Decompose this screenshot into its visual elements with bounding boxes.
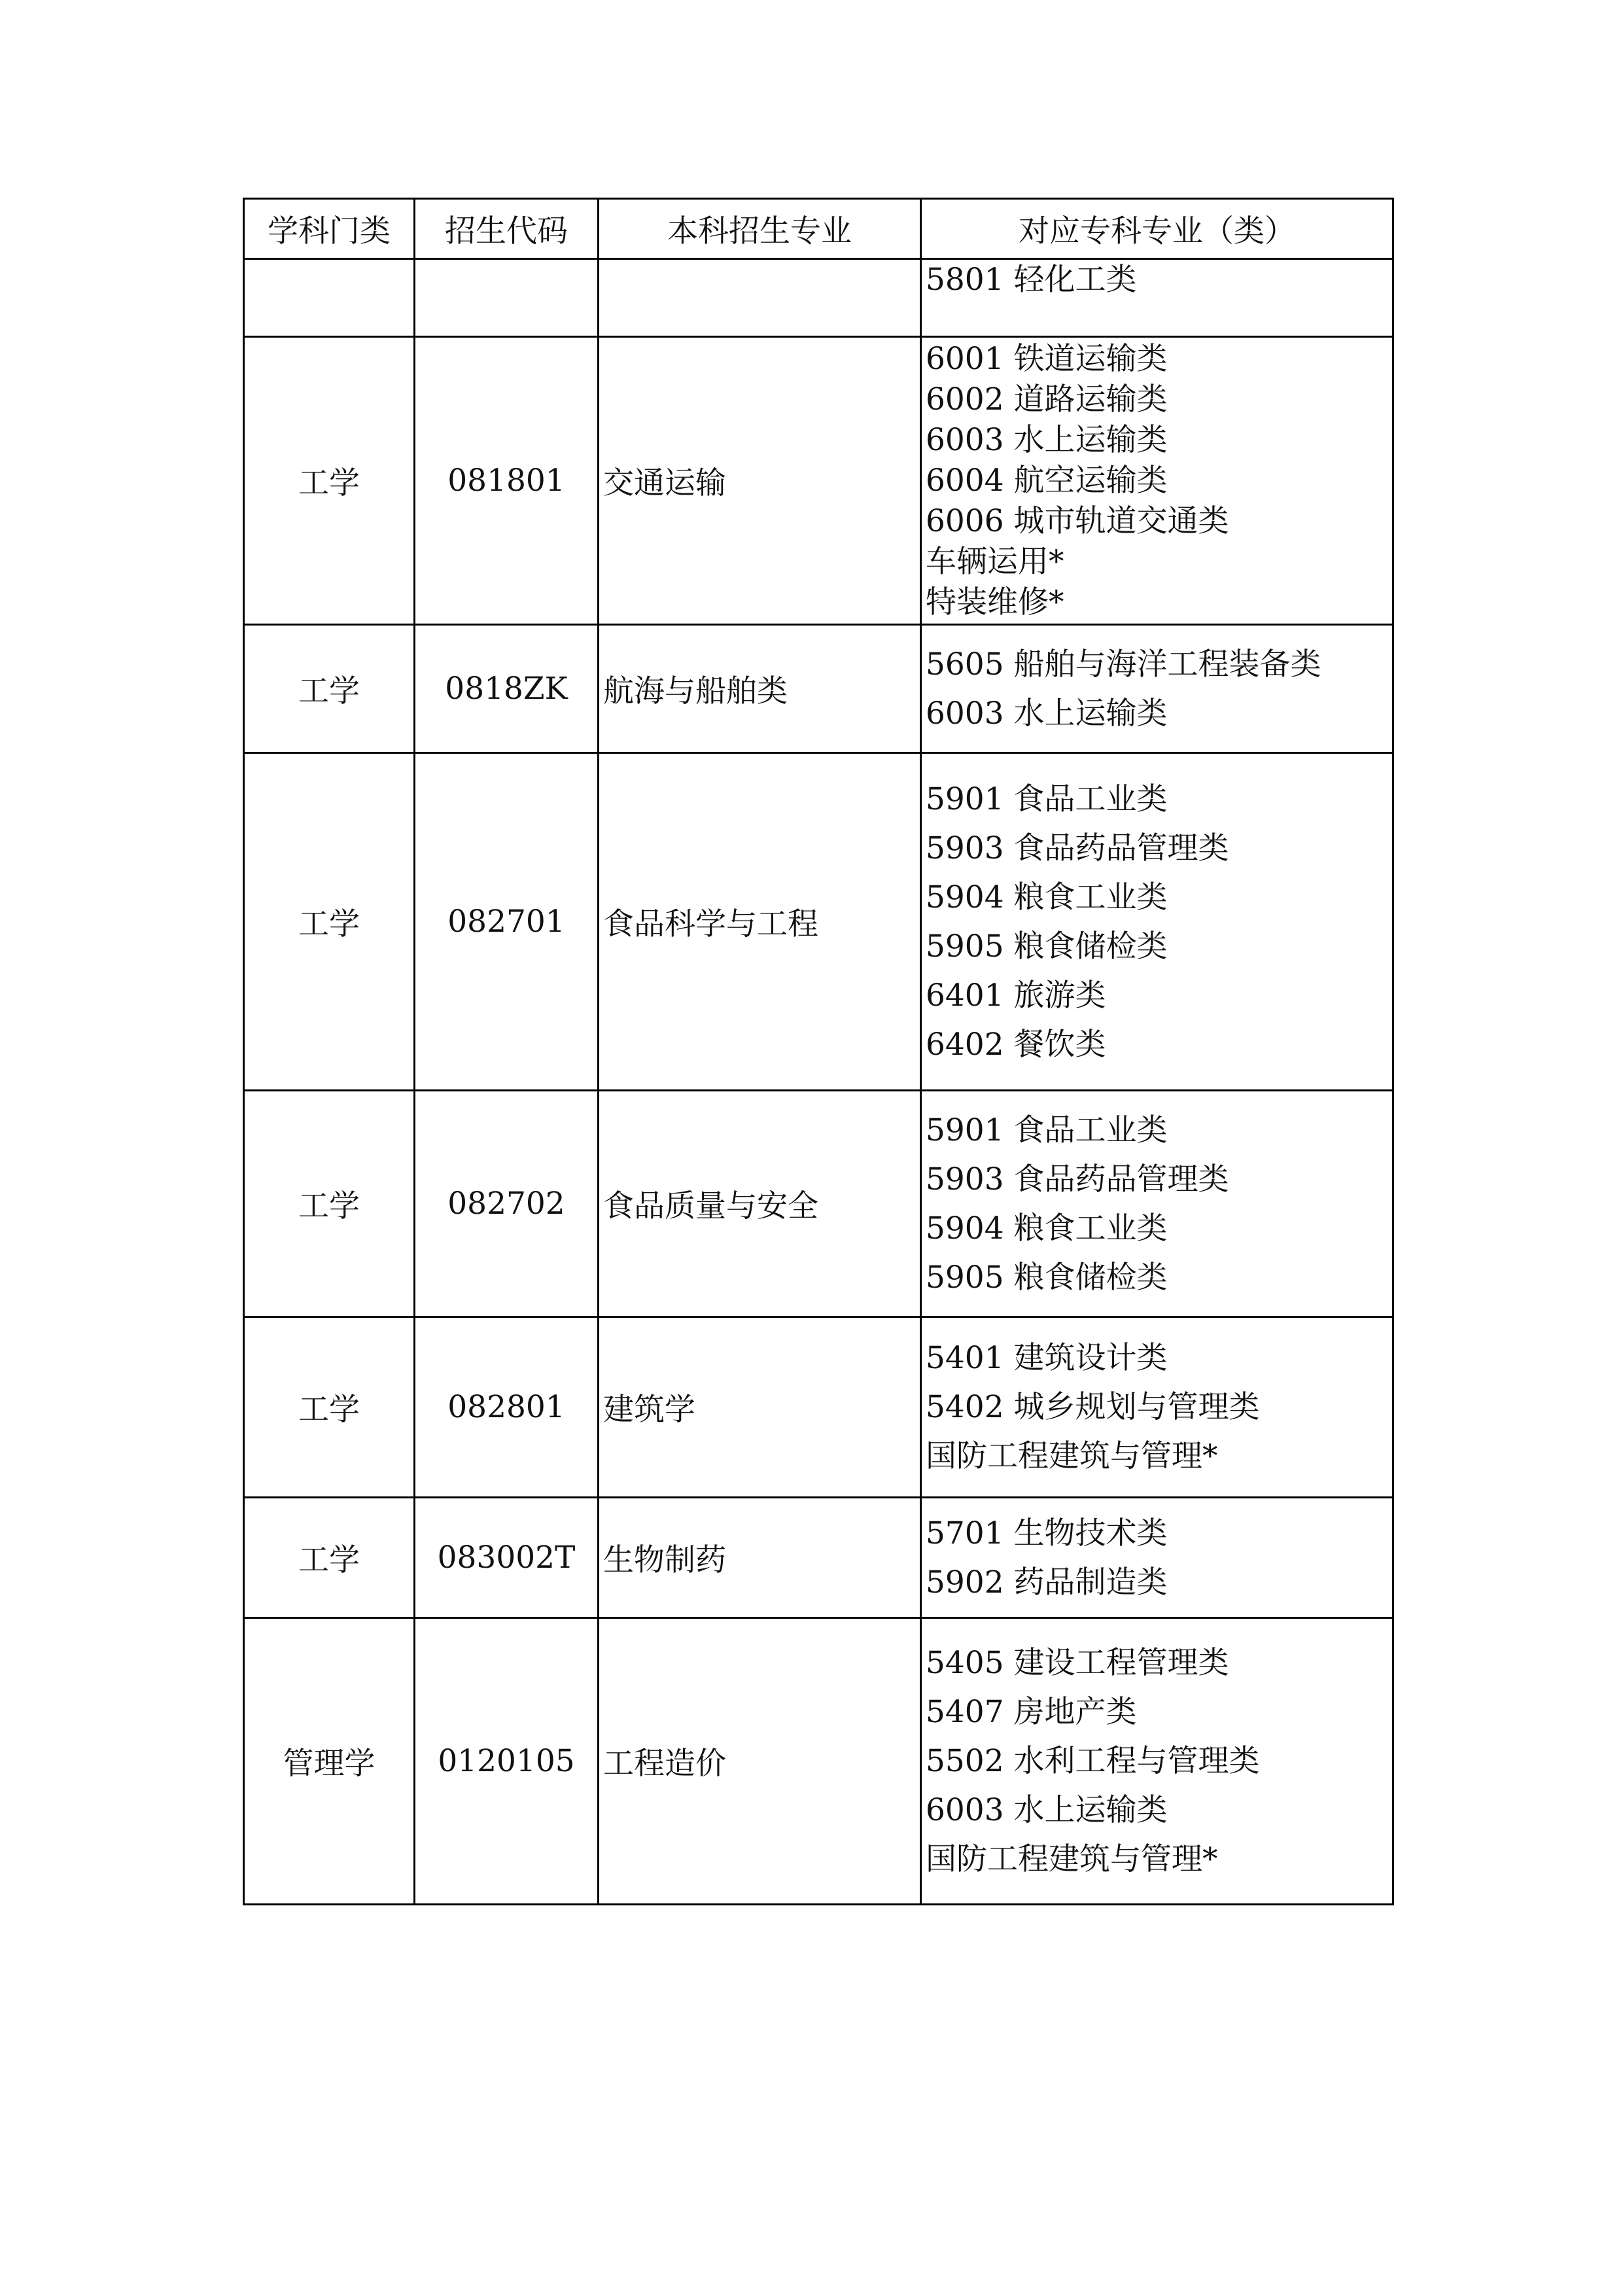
related-majors-cell [921, 1091, 1393, 1317]
code-cell: 083002T [415, 1498, 599, 1618]
code-cell: 081801 [415, 337, 599, 625]
table-row [244, 625, 1393, 753]
related-major-item: 5401 建筑设计类 [926, 1340, 1168, 1376]
category-cell: 工学 [244, 1317, 415, 1498]
major-cell: 食品科学与工程 [599, 753, 921, 1091]
related-major-item: 5902 药品制造类 [926, 1564, 1168, 1600]
code-cell: 082702 [415, 1091, 599, 1317]
related-major-item: 5701 生物技术类 [926, 1515, 1168, 1551]
related-major-item: 5502 水利工程与管理类 [926, 1743, 1260, 1779]
related-major-item: 5405 建设工程管理类 [926, 1645, 1229, 1681]
major-cell: 食品质量与安全 [599, 1091, 921, 1317]
related-major-item: 5901 食品工业类 [926, 1112, 1168, 1148]
category-cell: 工学 [244, 337, 415, 625]
related-major-item: 国防工程建筑与管理* [926, 1438, 1218, 1474]
related-major-item: 特装维修* [926, 584, 1064, 620]
related-major-item: 5407 房地产类 [926, 1694, 1137, 1730]
related-majors-cell [921, 625, 1393, 753]
related-major-item: 5904 粮食工业类 [926, 879, 1168, 915]
related-major-item: 6402 餐饮类 [926, 1026, 1106, 1063]
related-major-item: 5905 粮食储检类 [926, 1259, 1168, 1296]
category-cell: 工学 [244, 1091, 415, 1317]
related-majors-cell [921, 1317, 1393, 1498]
related-major-item: 6401 旅游类 [926, 977, 1106, 1014]
code-cell: 0818ZK [415, 625, 599, 753]
related-major-item: 6002 道路运输类 [926, 381, 1168, 417]
related-major-item: 5901 食品工业类 [926, 781, 1168, 817]
related-major-item: 车辆运用* [926, 543, 1064, 580]
related-major-item: 5605 船舶与海洋工程装备类 [926, 646, 1321, 682]
table-row [244, 1091, 1393, 1317]
table-row [244, 753, 1393, 1091]
code-cell: 082801 [415, 1317, 599, 1498]
table-row [244, 1498, 1393, 1618]
major-cell: 生物制药 [599, 1498, 921, 1618]
related-majors-cell [921, 753, 1393, 1091]
related-major-item: 5905 粮食储检类 [926, 928, 1168, 964]
related-major-item: 6004 航空运输类 [926, 462, 1168, 499]
related-major-item: 5903 食品药品管理类 [926, 1161, 1229, 1197]
related-major-item: 5904 粮食工业类 [926, 1210, 1168, 1246]
related-major-item: 5903 食品药品管理类 [926, 830, 1229, 866]
major-cell: 建筑学 [599, 1317, 921, 1498]
header-category: 学科门类 [244, 199, 415, 259]
category-cell [244, 259, 415, 337]
header-row [244, 199, 1393, 259]
table-row [244, 337, 1393, 625]
related-major-item: 5402 城乡规划与管理类 [926, 1389, 1260, 1425]
related-majors-cell [921, 1498, 1393, 1618]
major-mapping-table [243, 198, 1394, 1905]
category-cell: 工学 [244, 1498, 415, 1618]
major-cell: 交通运输 [599, 337, 921, 625]
related-majors-cell [921, 1618, 1393, 1905]
related-major-item: 6006 城市轨道交通类 [926, 503, 1229, 539]
table-row [244, 1317, 1393, 1498]
related-majors-cell [921, 337, 1393, 625]
category-cell: 管理学 [244, 1618, 415, 1905]
major-cell: 工程造价 [599, 1618, 921, 1905]
related-major-item: 6003 水上运输类 [926, 695, 1168, 732]
related-major-item: 6003 水上运输类 [926, 1792, 1168, 1828]
header-related-majors: 对应专科专业（类） [921, 199, 1393, 259]
table-row [244, 1618, 1393, 1905]
header-major: 本科招生专业 [599, 199, 921, 259]
major-cell: 航海与船舶类 [599, 625, 921, 753]
table-row [244, 259, 1393, 337]
category-cell: 工学 [244, 625, 415, 753]
code-cell: 0120105 [415, 1618, 599, 1905]
related-major-item: 6003 水上运输类 [926, 421, 1168, 458]
header-code: 招生代码 [415, 199, 599, 259]
related-major-item: 6001 铁道运输类 [926, 340, 1168, 377]
related-major-item: 5801 轻化工类 [926, 262, 1137, 298]
related-major-item: 国防工程建筑与管理* [926, 1841, 1218, 1877]
code-cell: 082701 [415, 753, 599, 1091]
major-cell [599, 259, 921, 337]
category-cell: 工学 [244, 753, 415, 1091]
related-majors-cell [921, 259, 1393, 337]
code-cell [415, 259, 599, 337]
